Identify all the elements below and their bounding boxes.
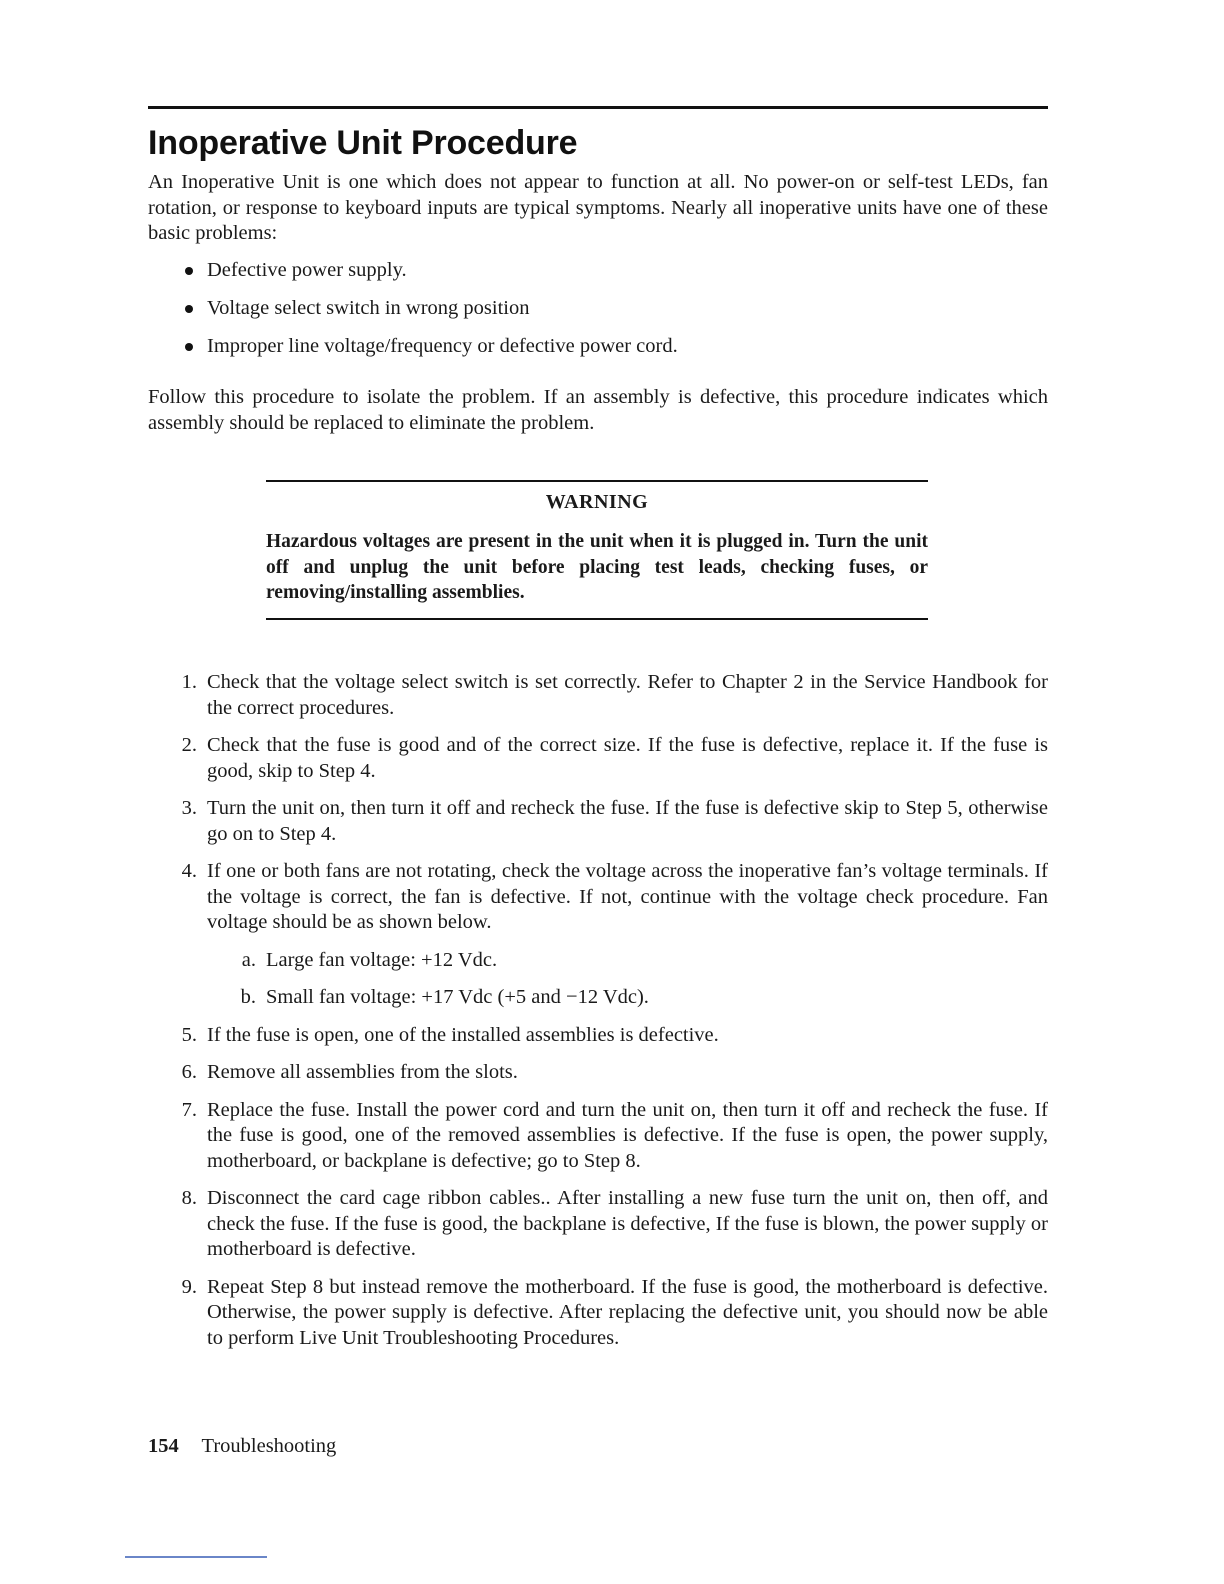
problem-list — [185, 258, 678, 372]
warning-title: WARNING — [545, 491, 649, 513]
substep-text: Small fan voltage: +17 Vdc (+5 and −12 Vdc). — [266, 986, 649, 1008]
step-number: 7. — [181, 1098, 197, 1121]
list-item-text: Improper line voltage/frequency or defective power cord. — [207, 335, 678, 357]
warning-top-rule — [266, 480, 928, 482]
step-text: Turn the unit on, then turn it off and recheck the fuse. If the fuse is defective skip to Step 5, otherwise go on to Step 4. — [207, 797, 1048, 845]
step-text: Disconnect the card cage ribbon cables.. After installing a new fuse turn the unit on, then off, and check the fuse. If the fuse is good, the backplane is defective, If the fuse is blown, the power supply or motherboard is defective. — [207, 1187, 1048, 1260]
top-rule — [148, 106, 1048, 109]
list-item — [185, 258, 678, 296]
step-number: 1. — [181, 671, 197, 693]
substep-item — [207, 948, 1048, 974]
step-number: 3. — [181, 797, 197, 819]
list-item — [185, 334, 678, 372]
intro-paragraph: An Inoperative Unit is one which does not appear to function at all. No power-on or self-test LEDs, fan rotation, or response to keyboard inputs are typical symptoms. Nearly all inoperative units have one of these basic problems: — [148, 171, 1048, 244]
step-text: If the fuse is open, one of the installed assemblies is defective. — [207, 1023, 719, 1046]
step-item — [148, 1023, 1048, 1049]
step-text: Repeat Step 8 but instead remove the motherboard. If the fuse is good, the motherboard is defective. Otherwise, the power supply is defective. After replacing the defective unit, you should now be able to perform Live Unit Troubleshooting Procedures. — [207, 1275, 1048, 1349]
bullet-icon — [185, 343, 193, 351]
step-item — [148, 670, 1048, 721]
page-title: Inoperative Unit Procedure — [148, 124, 578, 162]
warning-text: Hazardous voltages are present in the unit when it is plugged in. Turn the unit off and unplug the unit before placing test leads, checking fuses, or removing/installing assemblies. — [266, 531, 928, 603]
bullet-icon — [185, 305, 193, 313]
step-item — [148, 1060, 1048, 1086]
page-number: 154 — [148, 1435, 179, 1457]
step-text: Check that the voltage select switch is set correctly. Refer to Chapter 2 in the Service Handbook for the correct procedures. — [207, 671, 1048, 719]
list-item — [185, 296, 678, 334]
substep-item — [207, 985, 1048, 1011]
step-number: 5. — [181, 1023, 197, 1046]
step-number: 9. — [181, 1275, 197, 1298]
step-text: Replace the fuse. Install the power cord and turn the unit on, then turn it off and recheck the fuse. If the fuse is good, one of the removed assemblies is defective. If the fuse is open, the power supply, motherboard, or backplane is defective; go to Step 8. — [207, 1098, 1048, 1172]
step-item — [148, 796, 1048, 847]
step-item — [148, 859, 1048, 1011]
bullet-icon — [185, 267, 193, 275]
step-item — [148, 1275, 1048, 1352]
step-number: 4. — [181, 860, 197, 882]
step-number: 8. — [181, 1187, 197, 1209]
bottom-edge-mark — [125, 1556, 267, 1558]
substep-text: Large fan voltage: +12 Vdc. — [266, 948, 498, 971]
substep-letter: b. — [240, 986, 256, 1008]
follow-paragraph: Follow this procedure to isolate the problem. If an assembly is defective, this procedure indicates which assembly should be replaced to eliminate the problem. — [148, 386, 1048, 434]
step-number: 6. — [181, 1061, 197, 1083]
step-text: Remove all assemblies from the slots. — [207, 1061, 518, 1083]
warning-box — [266, 480, 928, 620]
list-item-text: Defective power supply. — [207, 259, 407, 281]
footer-section: Troubleshooting — [201, 1435, 337, 1457]
step-item — [148, 733, 1048, 784]
step-item — [148, 1098, 1048, 1175]
step-text: If one or both fans are not rotating, check the voltage across the inoperative fan’s voltage terminals. If the voltage is correct, the fan is defective. If not, continue with the voltage check procedure. Fan voltage should be as shown below. — [207, 860, 1048, 933]
step-number: 2. — [181, 734, 197, 756]
step-item — [148, 1186, 1048, 1263]
list-item-text: Voltage select switch in wrong position — [207, 297, 530, 319]
warning-bottom-rule — [266, 618, 928, 620]
fan-voltage-list — [207, 948, 1048, 1011]
procedure-steps — [148, 670, 1048, 1363]
page-footer — [148, 1435, 336, 1458]
substep-letter: a. — [241, 948, 256, 971]
step-text: Check that the fuse is good and of the correct size. If the fuse is defective, replace it. If the fuse is good, skip to Step 4. — [207, 734, 1048, 782]
